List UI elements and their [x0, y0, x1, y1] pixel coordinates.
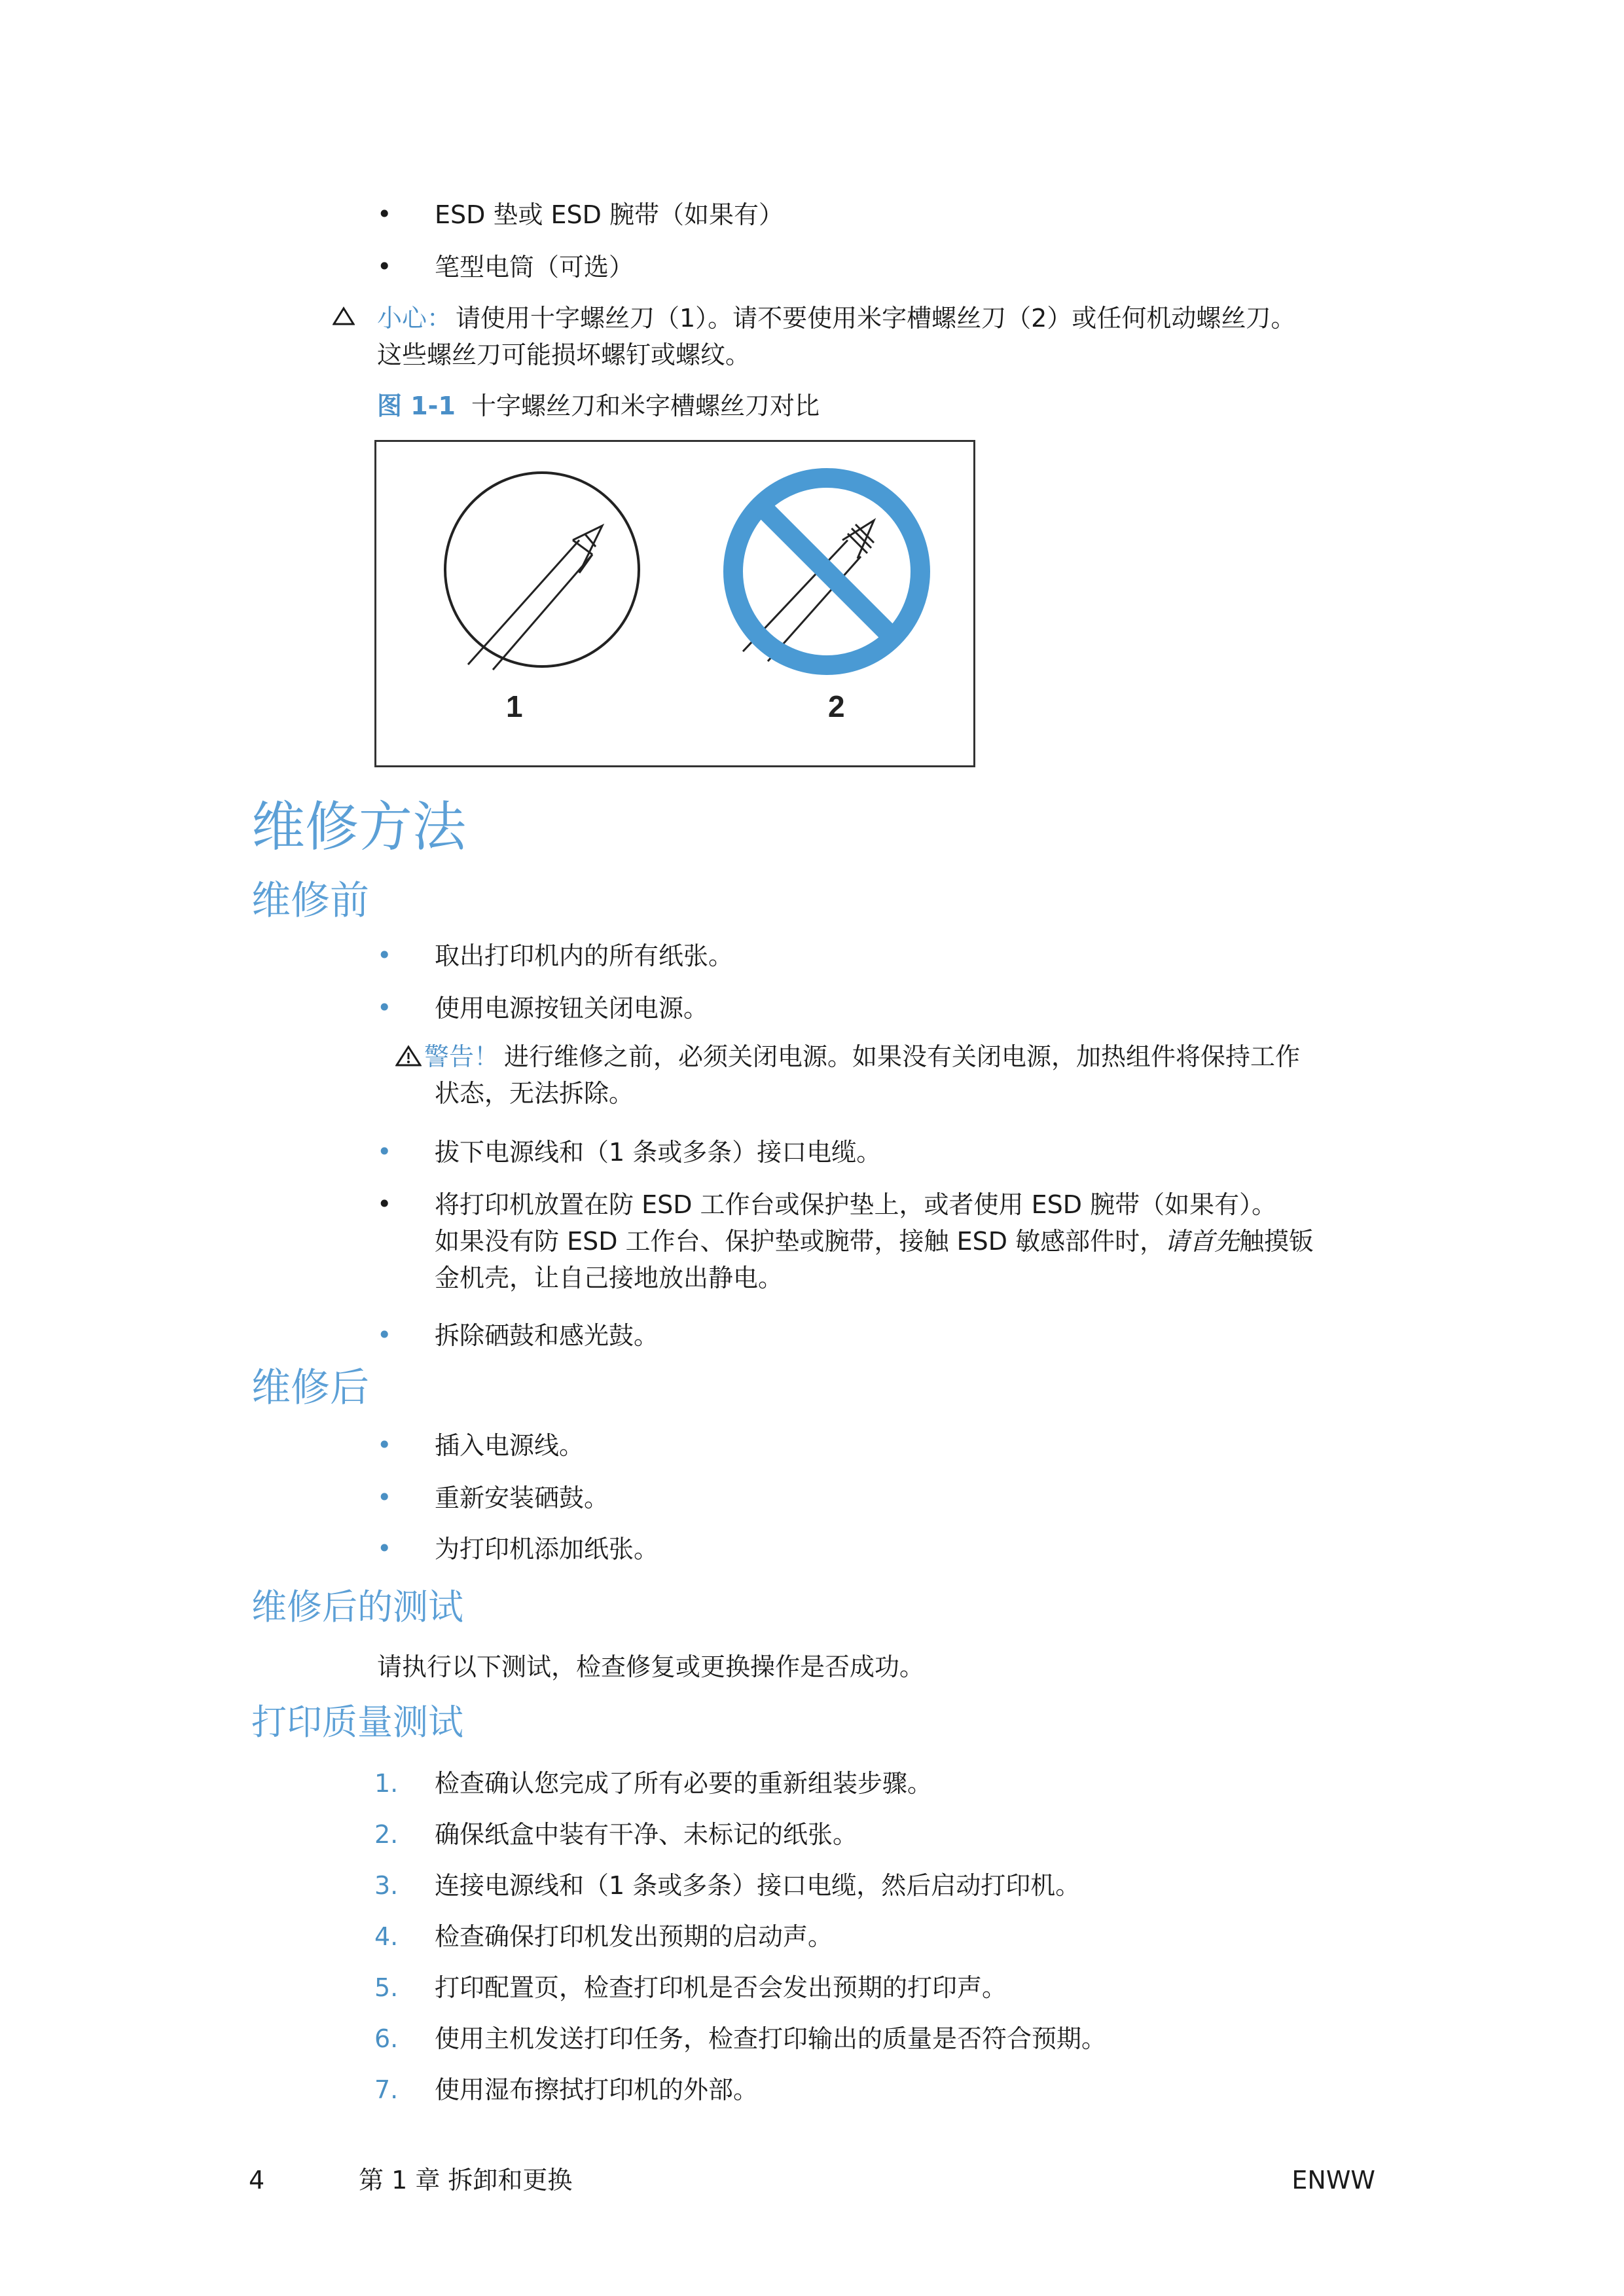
bullet-icon: •: [377, 941, 392, 970]
list-item: 插入电源线。: [435, 1431, 585, 1460]
footer-locale: ENWW: [1291, 2166, 1375, 2195]
intro-text: 请执行以下测试，检查修复或更换操作是否成功。: [377, 1652, 925, 1681]
bullet-icon: •: [377, 1137, 392, 1166]
step-number: 1.: [374, 1769, 399, 1798]
bullet-icon: •: [377, 252, 392, 281]
heading-after-test: 维修后的测试: [251, 1586, 463, 1628]
step-text: 检查确认您完成了所有必要的重新组装步骤。: [435, 1769, 933, 1798]
list-item-line: [435, 1223, 1314, 1260]
bullet-icon: •: [377, 1534, 392, 1563]
heading-after: 维修后: [251, 1365, 369, 1411]
step-text: 检查确保打印机发出预期的启动声。: [435, 1922, 833, 1951]
step-text: 打印配置页，检查打印机是否会发出预期的打印声。: [435, 1973, 1007, 2002]
screwdriver-illustration: [376, 442, 973, 765]
heading-print-quality: 打印质量测试: [251, 1702, 463, 1743]
caution-icon: [333, 306, 355, 326]
circle-outline: [445, 473, 639, 666]
warning-text: 进行维修之前，必须关闭电源。如果没有关闭电源，加热组件将保持工作: [504, 1042, 1301, 1071]
text-segment: 如果没有防 ESD 工作台、保护垫或腕带，接触 ESD 敏感部件时，: [435, 1227, 1165, 1256]
step-number: 6.: [374, 2024, 399, 2053]
caution-text: 这些螺丝刀可能损坏螺钉或螺纹。: [377, 340, 751, 369]
warning-text: 状态，无法拆除。: [435, 1079, 634, 1108]
step-number: 3.: [374, 1871, 399, 1900]
section-title: 维修方法: [251, 796, 467, 858]
emphasis-text: 请首先: [1164, 1227, 1240, 1256]
page-number: 4: [249, 2166, 265, 2195]
figure-number-1: 1: [506, 689, 523, 723]
step-text: 使用湿布擦拭打印机的外部。: [435, 2075, 759, 2104]
list-item: 使用电源按钮关闭电源。: [435, 994, 709, 1023]
phillips-screwdriver-icon: [468, 526, 602, 670]
step-text: 连接电源线和（1 条或多条）接口电缆，然后启动打印机。: [435, 1871, 1081, 1900]
bullet-icon: •: [377, 1321, 392, 1349]
step-text: 确保纸盒中装有干净、未标记的纸张。: [435, 1820, 858, 1849]
list-item: ESD 垫或 ESD 腕带（如果有）: [435, 200, 784, 229]
warning-icon: [395, 1045, 422, 1067]
step-number: 4.: [374, 1922, 399, 1951]
caution-label: 小心：: [377, 304, 452, 333]
caution-text: 请使用十字螺丝刀（1）。请不要使用米字槽螺丝刀（2）或任何机动螺丝刀。: [456, 304, 1296, 333]
list-item: 拔下电源线和（1 条或多条）接口电缆。: [435, 1138, 882, 1167]
bullet-icon: •: [377, 993, 392, 1022]
step-text: 使用主机发送打印任务，检查打印输出的质量是否符合预期。: [435, 2024, 1107, 2053]
chapter-title: 第 1 章 拆卸和更换: [359, 2166, 573, 2195]
figure-number-2: 2: [828, 689, 845, 723]
list-item: 重新安装硒鼓。: [435, 1484, 609, 1512]
bullet-icon: •: [377, 1430, 392, 1459]
list-item: 笔型电筒（可选）: [435, 253, 634, 282]
figure-image: [374, 440, 975, 767]
step-number: 5.: [374, 1973, 399, 2002]
step-number: 2.: [374, 1820, 399, 1849]
figure-label: 图 1-1: [377, 392, 456, 420]
list-item: 为打印机添加纸张。: [435, 1535, 659, 1563]
text-segment: 触摸钣: [1239, 1227, 1314, 1256]
warning-label: 警告！: [424, 1042, 499, 1071]
list-item: 拆除硒鼓和感光鼓。: [435, 1321, 659, 1350]
bullet-icon: •: [377, 1190, 392, 1218]
step-number: 7.: [374, 2075, 399, 2104]
list-item-line: 金机壳，让自己接地放出静电。: [435, 1264, 784, 1292]
no-symbol-slash: [760, 505, 893, 638]
bullet-icon: •: [377, 1483, 392, 1512]
figure-caption: 十字螺丝刀和米字槽螺丝刀对比: [471, 392, 820, 420]
heading-before: 维修前: [251, 878, 369, 924]
list-item: 取出打印机内的所有纸张。: [435, 941, 734, 970]
list-item: 将打印机放置在防 ESD 工作台或保护垫上，或者使用 ESD 腕带（如果有）。: [435, 1190, 1277, 1219]
bullet-icon: •: [377, 200, 392, 228]
